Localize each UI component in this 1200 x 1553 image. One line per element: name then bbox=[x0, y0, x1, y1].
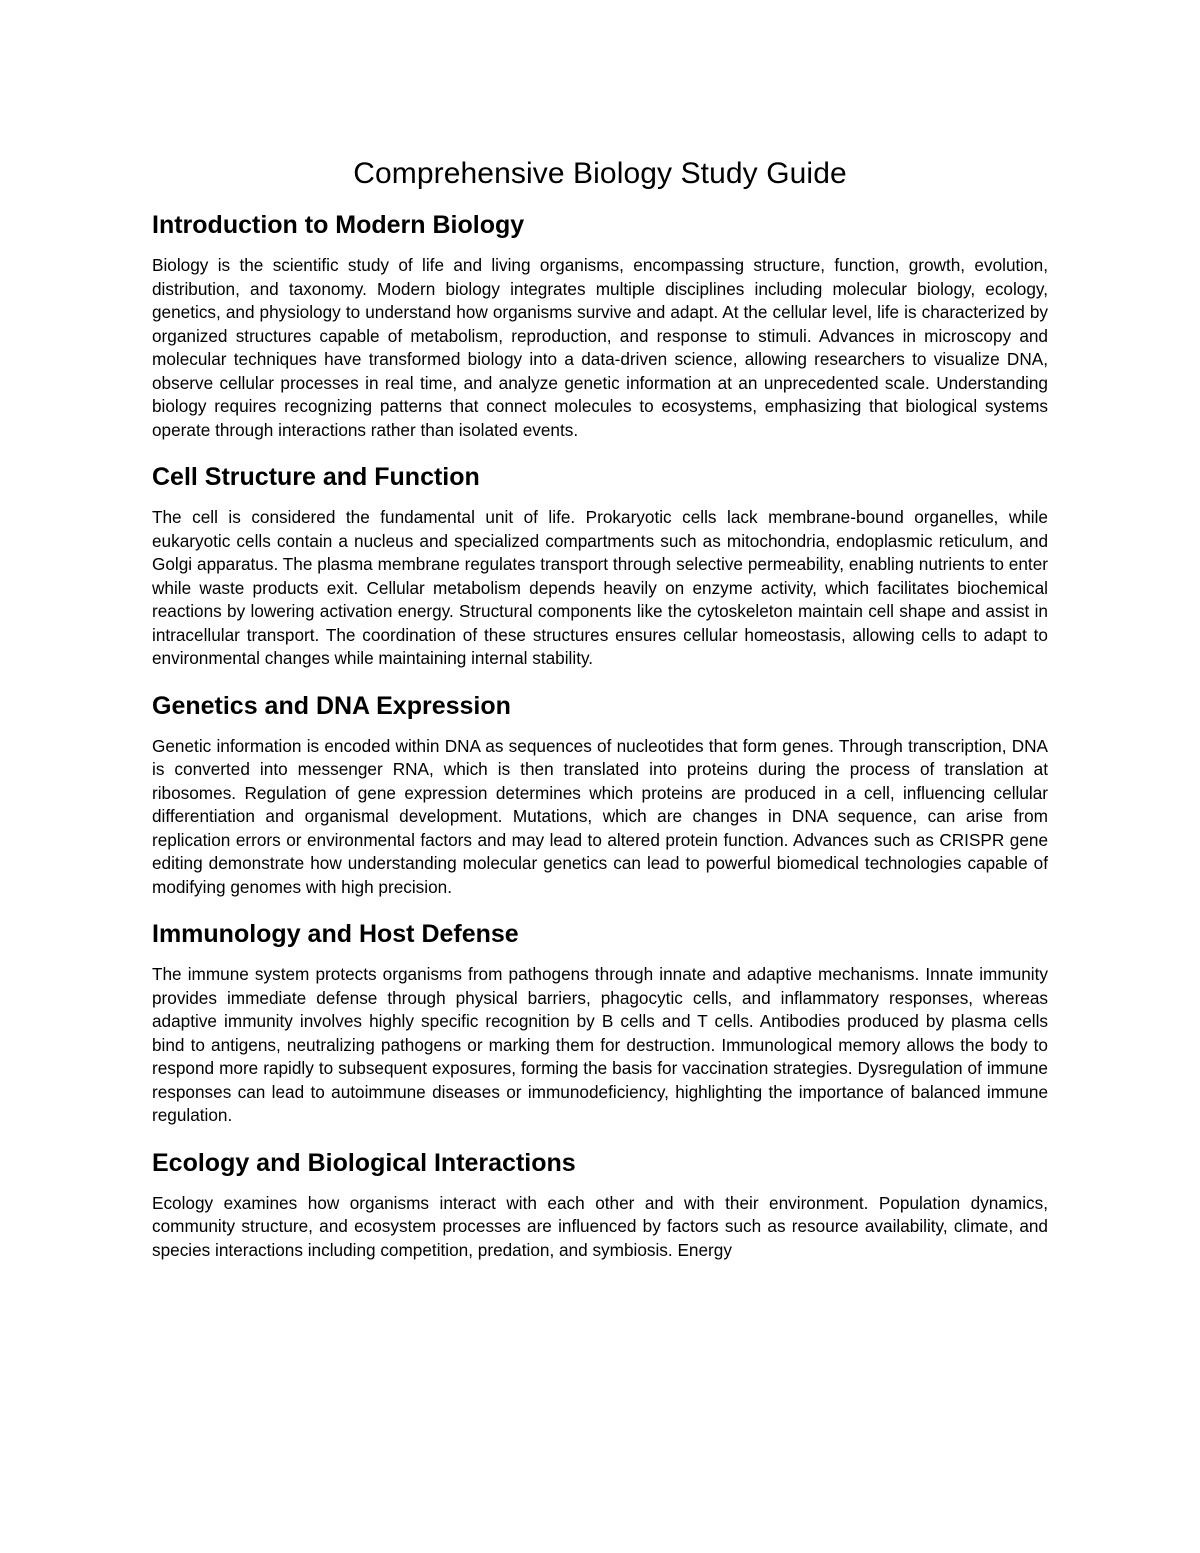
document-title: Comprehensive Biology Study Guide bbox=[353, 157, 847, 190]
section-paragraph: Biology is the scientific study of life and living organisms, encompassing structure, function, growth, evolution, distribution, and taxonomy. Modern biology integrates multiple disciplines including molecular biology, ecology, genetics, and physiology to understand how organisms survive and adapt. At the cellular level, life is characterized by organized structures capable of metabolism, reproduction, and response to stimuli. Advances in microscopy and molecular techniques have transformed biology into a data-driven science, allowing researchers to visualize DNA, observe cellular processes in real time, and analyze genetic information at an unprecedented scale. Understanding biology requires recognizing patterns that connect molecules to ecosystems, emphasizing that biological systems operate through interactions rather than isolated events. bbox=[152, 255, 1048, 440]
section-heading: Genetics and DNA Expression bbox=[152, 691, 511, 720]
section-paragraph: The immune system protects organisms from pathogens through innate and adaptive mechanisms. Innate immunity provides immediate defense through physical barriers, phagocytic cells, and inflammatory responses, whereas adaptive immunity involves highly specific recognition by B cells and T cells. Antibodies produced by plasma cells bind to antigens, neutralizing pathogens or marking them for destruction. Immunological memory allows the body to respond more rapidly to subsequent exposures, forming the basis for vaccination strategies. Dysregulation of immune responses can lead to autoimmune diseases or immunodeficiency, highlighting the importance of balanced immune regulation. bbox=[152, 964, 1048, 1125]
section-cell-structure bbox=[152, 460, 1048, 671]
section-paragraph: Genetic information is encoded within DNA as sequences of nucleotides that form genes. Through transcription, DNA is converted into messenger RNA, which is then translated into proteins during the process of translation at ribosomes. Regulation of gene expression determines which proteins are produced in a cell, influencing cellular differentiation and organismal development. Mutations, which are changes in DNA sequence, can arise from replication errors or environmental factors and may lead to altered protein function. Advances such as CRISPR gene editing demonstrate how understanding molecular genetics can lead to powerful biomedical technologies capable of modifying genomes with high precision. bbox=[152, 735, 1048, 897]
section-heading: Ecology and Biological Interactions bbox=[152, 1148, 576, 1177]
section-heading: Cell Structure and Function bbox=[152, 463, 480, 491]
section-paragraph: The cell is considered the fundamental unit of life. Prokaryotic cells lack membrane-bound organelles, while eukaryotic cells contain a nucleus and specialized compartments such as mitochondria, endoplasmic reticulum, and Golgi apparatus. The plasma membrane regulates transport through selective permeability, enabling nutrients to enter while waste products exit. Cellular metabolism depends heavily on enzyme activity, which facilitates biochemical reactions by lowering activation energy. Structural components like the cytoskeleton maintain cell shape and assist in intracellular transport. The coordination of these structures ensures cellular homeostasis, allowing cells to adapt to environmental changes while maintaining internal stability. bbox=[152, 507, 1048, 668]
section-genetics bbox=[152, 689, 1048, 900]
section-heading: Introduction to Modern Biology bbox=[152, 211, 525, 239]
section-introduction bbox=[152, 208, 1048, 442]
document-content bbox=[152, 154, 1048, 1280]
section-ecology bbox=[152, 1146, 1048, 1263]
section-immunology bbox=[152, 917, 1048, 1128]
section-heading: Immunology and Host Defense bbox=[152, 920, 519, 948]
section-paragraph: Ecology examines how organisms interact with each other and with their environment. Population dynamics, community structure, and ecosystem processes are influenced by factors such as resource availability, climate, and species interactions including competition, predation, and symbiosis. Energy bbox=[152, 1192, 1048, 1260]
